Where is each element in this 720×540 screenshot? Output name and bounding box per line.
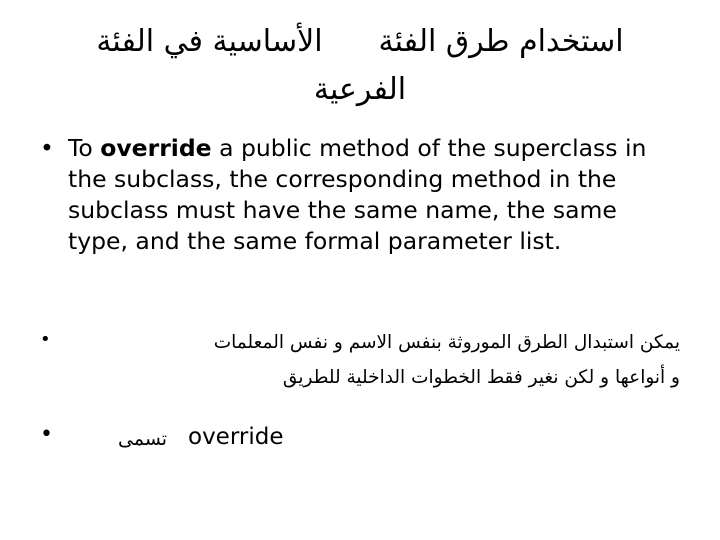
title-part-2: الأساسية في الفئة	[96, 24, 323, 59]
bullet-mixed	[40, 422, 680, 456]
bullet-arabic-text	[68, 325, 680, 395]
title-part-3: الفرعية	[313, 72, 407, 107]
bullet-marker: •	[40, 422, 53, 447]
bullet-mixed-arabic: تسمى	[118, 428, 168, 450]
bullet-arabic-line-1: يمكن استبدال الطرق الموروثة بنفس الاسم و نفس المعلمات	[213, 332, 680, 353]
title-part-1: استخدام طرق الفئة	[378, 24, 624, 59]
bullet-arabic-line-2: و أنواعها و لكن نغير فقط الخطوات الداخلية للطريق	[282, 367, 680, 388]
bullet-english	[40, 133, 680, 257]
bullet-english-prefix: To	[68, 134, 101, 162]
bullet-english-suffix: a public method of the superclass in the subclass, the corresponding method in the subclass must have the same name, the same type, and the same formal parameter list.	[68, 134, 647, 255]
bullet-arabic	[40, 325, 680, 395]
bullet-mixed-term: override	[188, 424, 284, 450]
slide-title	[40, 18, 680, 114]
bullet-marker: •	[40, 329, 51, 350]
bullet-english-text	[68, 133, 680, 257]
bullet-english-keyword: override	[100, 134, 212, 162]
bullet-marker: •	[40, 134, 54, 162]
